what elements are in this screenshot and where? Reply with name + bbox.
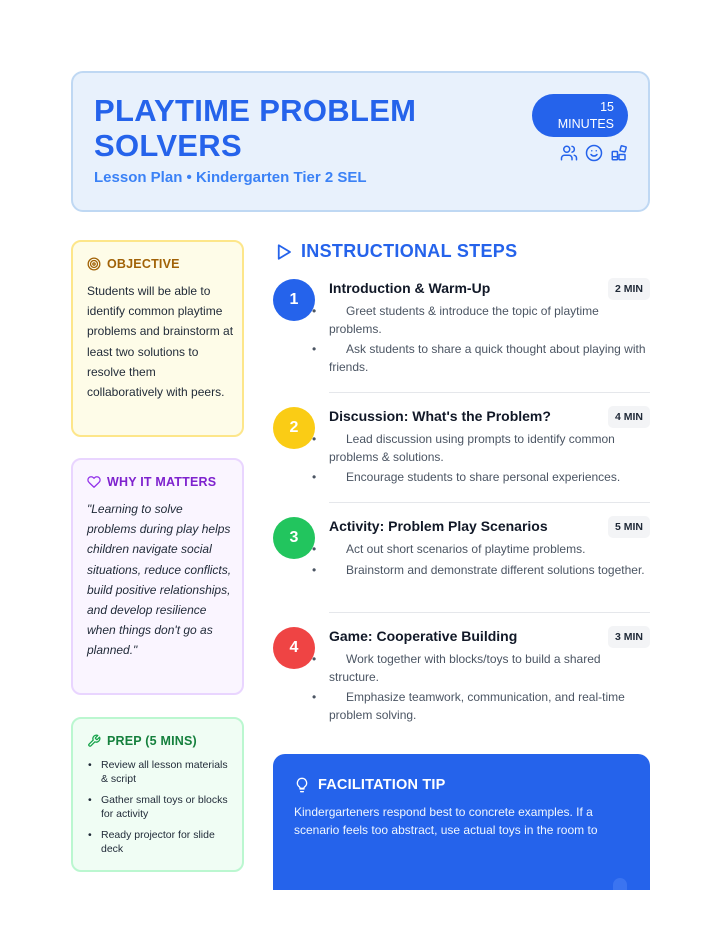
step-title: Activity: Problem Play Scenarios bbox=[329, 518, 548, 534]
step-divider bbox=[329, 502, 650, 503]
page-title: PLAYTIME PROBLEM SOLVERS bbox=[94, 93, 417, 163]
prep-heading: PREP (5 MINS) bbox=[87, 734, 197, 748]
lightbulb-icon bbox=[294, 776, 310, 794]
step-duration: 4 MIN bbox=[608, 406, 650, 428]
heart-icon bbox=[87, 475, 101, 489]
smile-icon bbox=[585, 144, 603, 167]
step-number: 2 bbox=[273, 407, 315, 449]
page-subtitle: Lesson Plan • Kindergarten Tier 2 SEL bbox=[94, 169, 367, 186]
prep-item: • Gather small toys or blocks for activity bbox=[87, 793, 237, 821]
step-number: 4 bbox=[273, 627, 315, 669]
step-number: 1 bbox=[273, 279, 315, 321]
step-bullet: • Emphasize teamwork, communication, and real-time problem solving. bbox=[329, 689, 650, 724]
duration-number: 15 bbox=[600, 100, 614, 114]
step-bullet: • Brainstorm and demonstrate different solutions together. bbox=[329, 562, 650, 580]
step-bullets bbox=[329, 541, 650, 582]
step-bullet: • Work together with blocks/toys to build a shared structure. bbox=[329, 651, 650, 686]
step-bullet: • Ask students to share a quick thought about playing with friends. bbox=[329, 341, 650, 376]
decorative-dot bbox=[613, 878, 627, 890]
step-bullet: • Lead discussion using prompts to identify common problems & solutions. bbox=[329, 431, 650, 466]
target-icon bbox=[87, 257, 101, 271]
play-icon bbox=[275, 242, 293, 262]
steps-heading: INSTRUCTIONAL STEPS bbox=[275, 241, 517, 262]
objective-heading: OBJECTIVE bbox=[87, 257, 180, 271]
blocks-icon bbox=[610, 144, 628, 167]
prep-item: • Review all lesson materials & script bbox=[87, 758, 237, 786]
wrench-icon bbox=[87, 734, 101, 748]
duration-badge bbox=[532, 94, 628, 137]
step-duration: 2 MIN bbox=[608, 278, 650, 300]
why-heading: WHY IT MATTERS bbox=[87, 475, 216, 489]
step-bullet: • Encourage students to share personal experiences. bbox=[329, 469, 650, 487]
tip-heading: FACILITATION TIP bbox=[294, 776, 446, 794]
why-quote: "Learning to solve problems during play helps children navigate social situations, reduce conflicts, build positive relationships, and develop resilience when things don't go as planned." bbox=[87, 502, 232, 658]
step-title: Game: Cooperative Building bbox=[329, 628, 518, 644]
prep-card bbox=[71, 717, 244, 872]
step-number: 3 bbox=[273, 517, 315, 559]
step-duration: 5 MIN bbox=[608, 516, 650, 538]
prep-list bbox=[87, 758, 237, 863]
step-bullet: • Act out short scenarios of playtime problems. bbox=[329, 541, 650, 559]
step-bullets bbox=[329, 431, 650, 490]
step-title: Discussion: What's the Problem? bbox=[329, 408, 551, 424]
facilitation-tip bbox=[273, 754, 650, 890]
objective-text: Students will be able to identify common playtime problems and brainstorm at least two solutions to resolve them collaboratively with peers. bbox=[87, 284, 234, 400]
header-icons bbox=[560, 144, 628, 167]
why-it-matters-card bbox=[71, 458, 244, 695]
step-title: Introduction & Warm-Up bbox=[329, 280, 491, 296]
step-divider bbox=[329, 612, 650, 613]
step-bullets bbox=[329, 303, 650, 379]
users-icon bbox=[560, 144, 578, 167]
step-bullets bbox=[329, 651, 650, 727]
tip-text: Kindergarteners respond best to concrete examples. If a scenario feels too abstract, use actual toys in the room to bbox=[294, 805, 598, 837]
step-duration: 3 MIN bbox=[608, 626, 650, 648]
duration-unit: MINUTES bbox=[557, 117, 614, 131]
lesson-header bbox=[71, 71, 650, 212]
step-bullet: • Greet students & introduce the topic of playtime problems. bbox=[329, 303, 650, 338]
prep-item: • Ready projector for slide deck bbox=[87, 828, 237, 856]
step-divider bbox=[329, 392, 650, 393]
objective-card bbox=[71, 240, 244, 437]
